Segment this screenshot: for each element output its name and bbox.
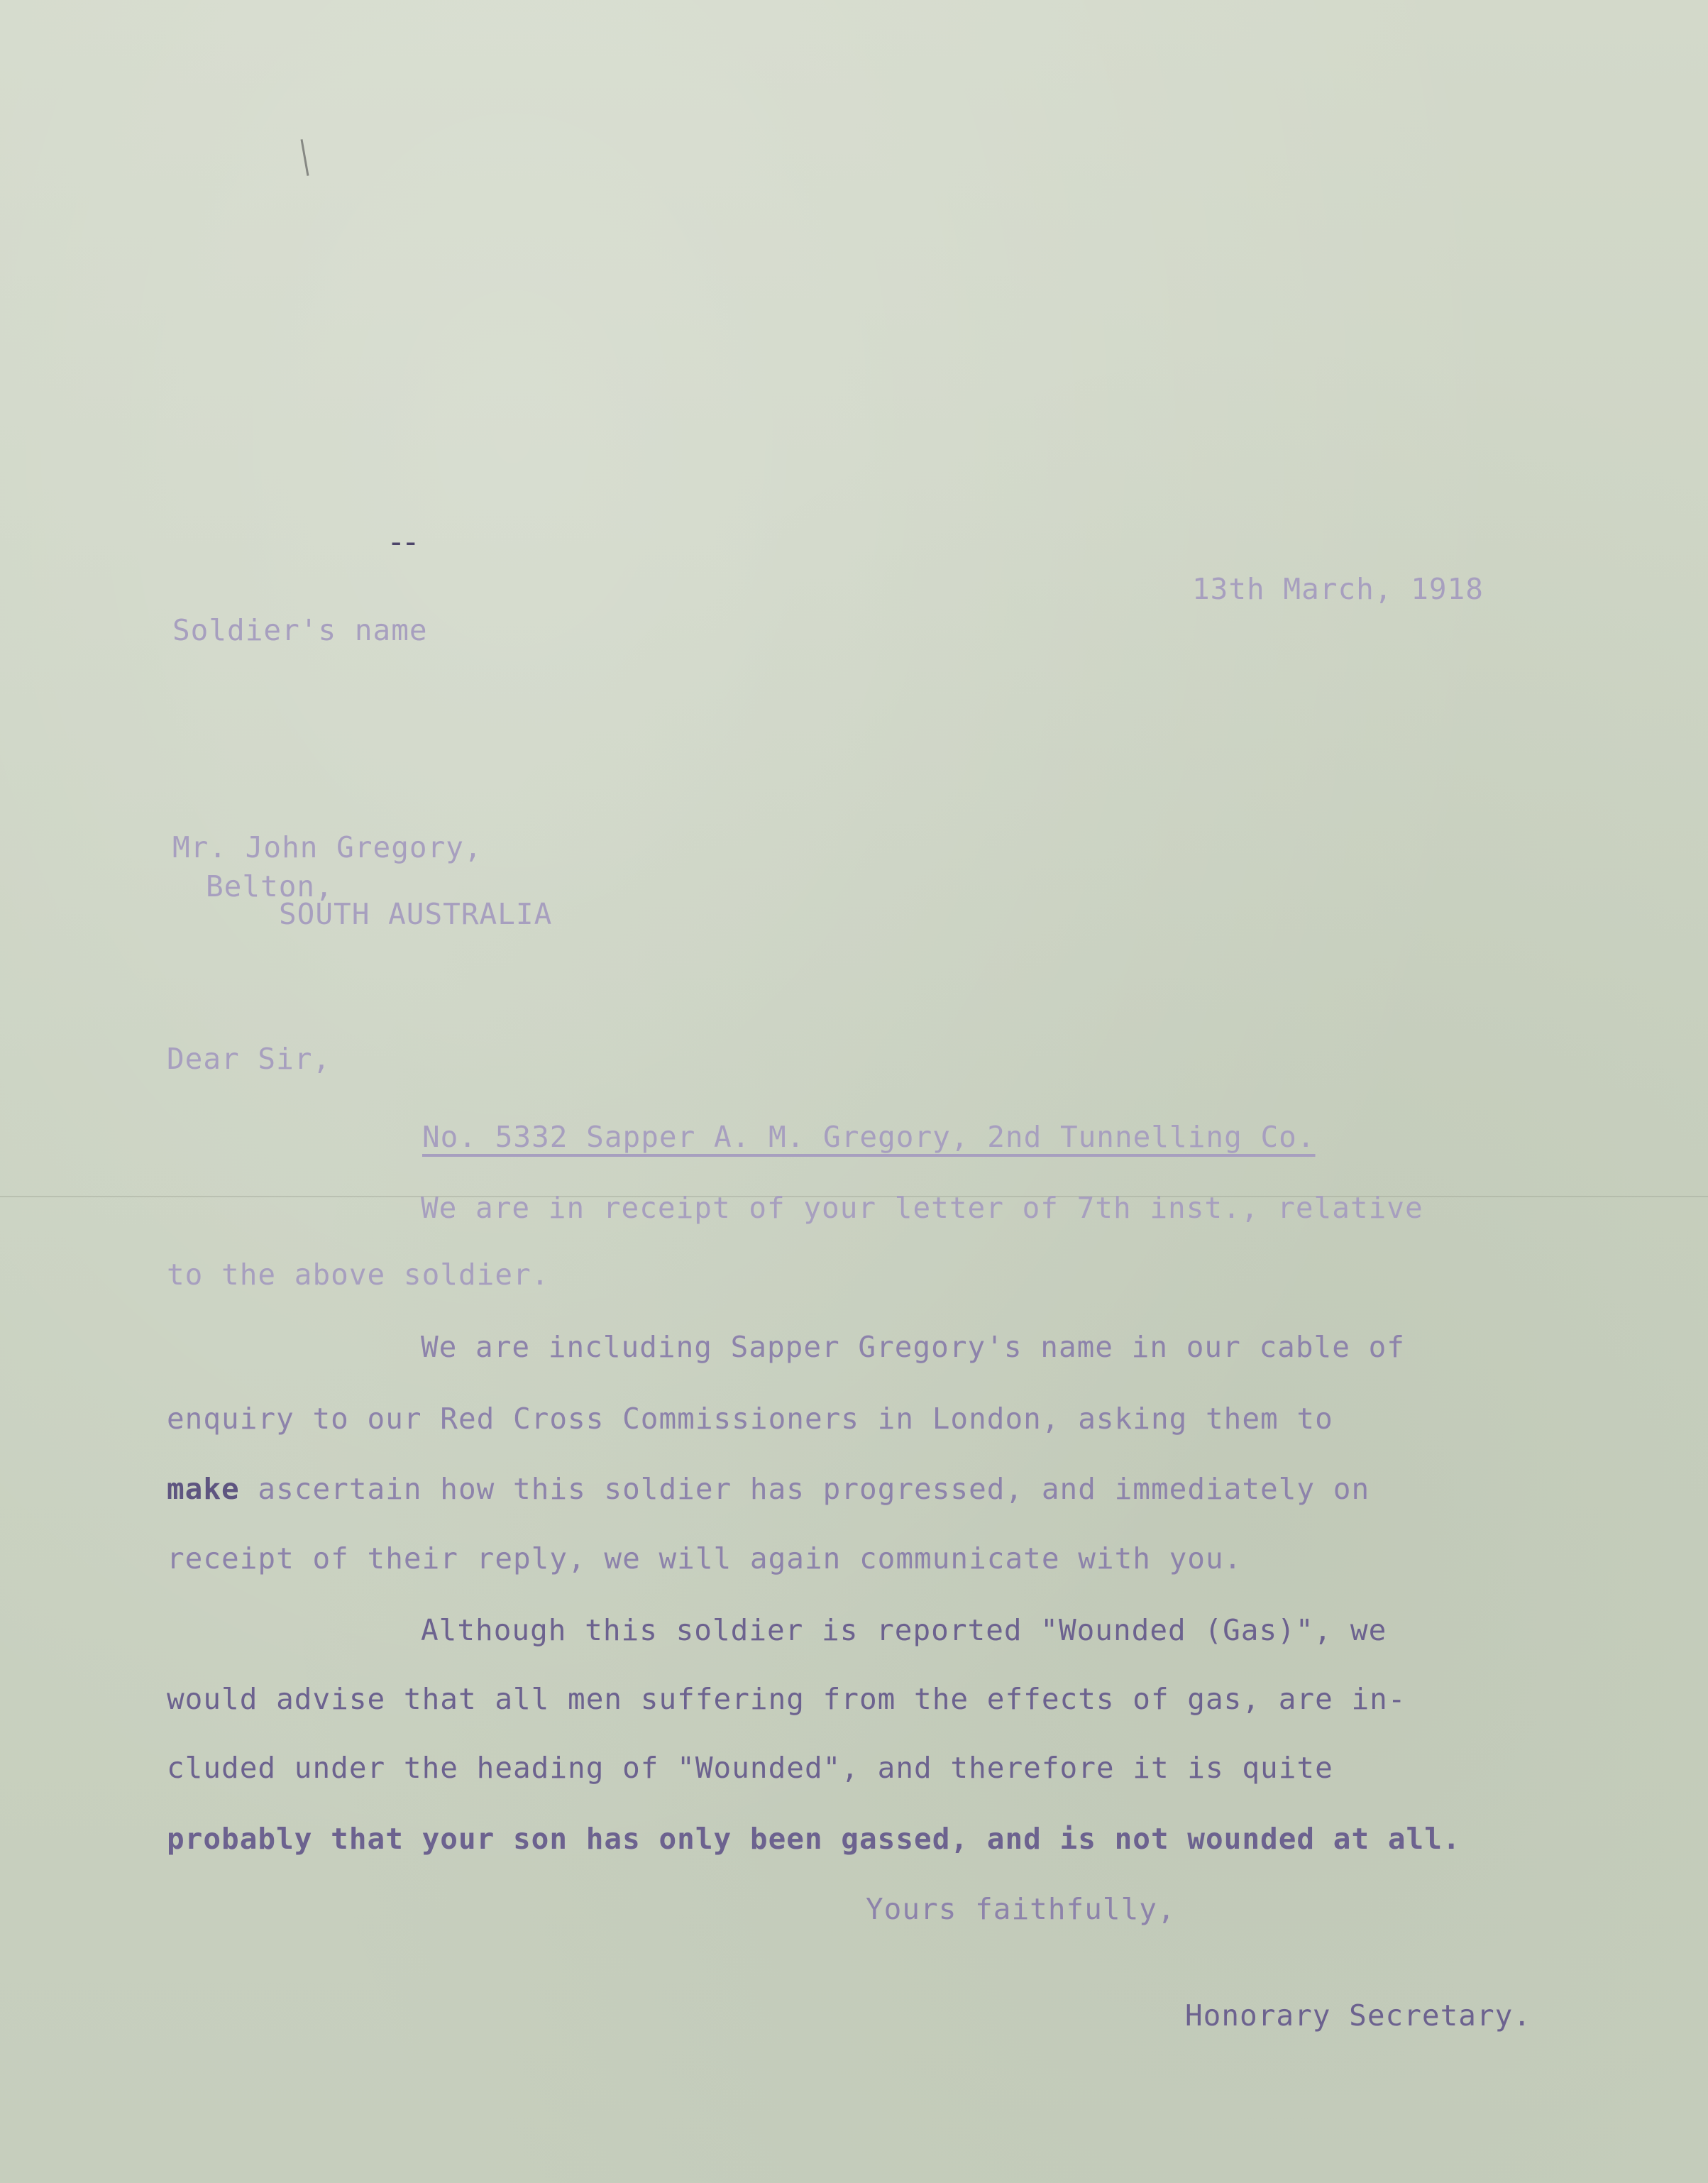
body-line: would advise that all men suffering from the effects of gas, are in- [167, 1682, 1406, 1716]
reference-line: No. 5332 Sapper A. M. Gregory, 2nd Tunnelling Co. [422, 1120, 1316, 1154]
body-line: to the above soldier. [167, 1258, 550, 1292]
soldier-name-label: Soldier's name [172, 613, 428, 647]
body-line: Although this soldier is reported "Wounded (Gas)", we [421, 1613, 1387, 1647]
paper-speck [301, 139, 309, 176]
body-line [167, 1472, 1370, 1506]
recipient-town: Belton, [206, 869, 334, 903]
body-line: We are including Sapper Gregory's name in our cable of [421, 1330, 1405, 1364]
letter-date: 13th March, 1918 [1192, 572, 1484, 606]
recipient-name: Mr. John Gregory, [172, 830, 483, 864]
closing: Yours faithfully, [866, 1892, 1176, 1926]
recipient-state: SOUTH AUSTRALIA [279, 897, 553, 931]
struck-through-word: make [167, 1472, 240, 1506]
body-line: probably that your son has only been gassed, and is not wounded at all. [167, 1822, 1461, 1856]
salutation: Dear Sir, [167, 1042, 331, 1076]
signature-title: Honorary Secretary. [1185, 1998, 1531, 2033]
body-line: cluded under the heading of "Wounded", and therefore it is quite [167, 1751, 1333, 1785]
typed-dash-mark: -- [387, 524, 416, 560]
body-line-text: ascertain how this soldier has progressed, and immediately on [239, 1472, 1370, 1506]
body-line: receipt of their reply, we will again communicate with you. [167, 1541, 1243, 1576]
body-line: We are in receipt of your letter of 7th inst., relative [421, 1191, 1423, 1225]
body-line: enquiry to our Red Cross Commissioners in London, asking them to [167, 1402, 1333, 1436]
